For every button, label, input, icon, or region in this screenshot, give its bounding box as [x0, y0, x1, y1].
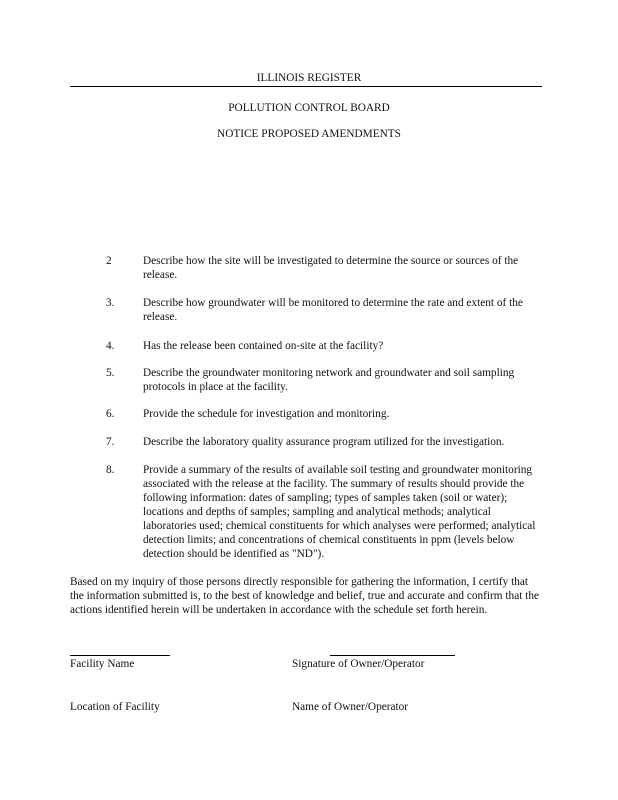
item-number: 4. [106, 340, 115, 352]
item-number: 6. [106, 408, 115, 420]
signature-line[interactable] [330, 655, 455, 656]
register-title: ILLINOIS REGISTER [256, 72, 362, 84]
item-text: Describe how the site will be investigated to determine the source or sources of the release. [143, 255, 519, 281]
facility-name-line[interactable] [70, 655, 170, 656]
item-text: Provide a summary of the results of available soil testing and groundwater monitoring associated with the release at the facility. The summary of results should provide the following information: dates of sampling; types of samples taken (soil or water); locations and depths of samples; sampling and analytical methods; analytical laboratories used; chemical constituents for which analyses were performed; analytical detection limits; and concentrations of chemical constituents in ppm (levels below detection should be identified as "ND"). [143, 464, 536, 560]
item-number: 8. [106, 464, 115, 476]
item-text: Describe how groundwater will be monitored to determine the rate and extent of the release. [143, 297, 523, 323]
item-number: 7. [106, 436, 115, 448]
signature-label: Signature of Owner/Operator [292, 658, 425, 670]
item-number: 2 [106, 255, 112, 267]
certification-paragraph: Based on my inquiry of those persons directly responsible for gathering the information, I certify that the information submitted is, to the best of knowledge and belief, true and accurate and confirm that the actions identified herein will be undertaken in accordance with the schedule set forth herein. [70, 576, 539, 616]
notice-title: NOTICE PROPOSED AMENDMENTS [217, 128, 401, 140]
item-text: Describe the groundwater monitoring network and groundwater and soil sampling protocols in place at the facility. [143, 367, 515, 393]
item-number: 3. [106, 297, 115, 309]
item-text: Describe the laboratory quality assurance program utilized for the investigation. [143, 436, 505, 448]
facility-name-label: Facility Name [70, 658, 135, 670]
owner-name-label: Name of Owner/Operator [292, 701, 409, 713]
location-label: Location of Facility [70, 701, 160, 713]
header-rule [70, 86, 542, 87]
board-title: POLLUTION CONTROL BOARD [228, 102, 390, 114]
item-number: 5. [106, 367, 115, 379]
item-text: Provide the schedule for investigation and monitoring. [143, 408, 390, 420]
item-text: Has the release been contained on-site at the facility? [143, 340, 384, 352]
